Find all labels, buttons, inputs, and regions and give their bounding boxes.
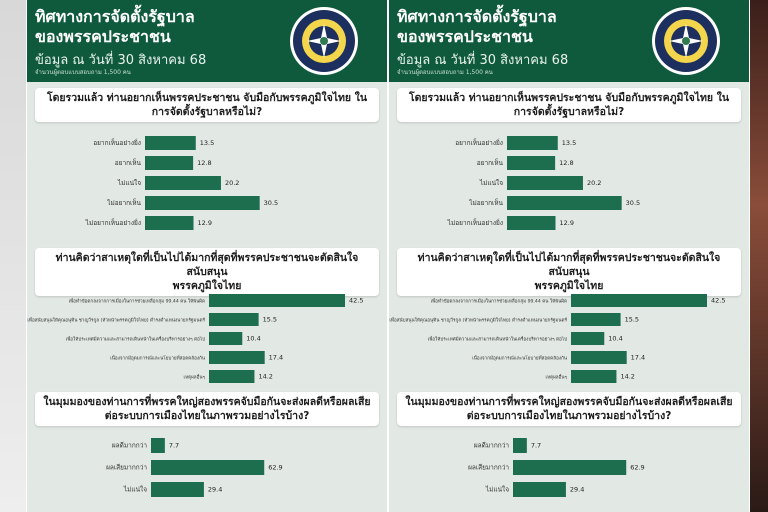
- question-3-text: [35, 392, 379, 426]
- chart-1-category-label: ไม่อยากเห็นอย่างยิ่ง: [85, 219, 141, 227]
- infographic-panel-2: [389, 0, 749, 512]
- chart-1-bar: [145, 176, 221, 190]
- chart-1-value-label: 13.5: [199, 139, 215, 147]
- chart-3-bar: [513, 482, 566, 497]
- chart-1-bar: [507, 136, 558, 150]
- chart-3-category-label: ผลดีมากกว่า: [473, 441, 509, 450]
- chart-2-value-label: 17.4: [268, 353, 284, 362]
- chart-2-bar: [209, 370, 254, 383]
- chart-1: [27, 132, 387, 236]
- chart-2-category-label: เนื่องจากมีอุดมการณ์และนโยบายที่สอดคล้องกัน: [472, 356, 567, 362]
- chart-1-value-label: 12.8: [197, 159, 212, 167]
- chart-2-category-label: เพื่อให้ประเทศมีความและสามารถเดินหน้าในเครื่องบริหารอย่างๆ ต่อไป: [427, 337, 567, 343]
- chart-3-bar: [513, 460, 626, 475]
- chart-1-category-label: อยากเห็นอย่างยิ่ง: [455, 139, 503, 147]
- chart-1-value-label: 12.9: [197, 219, 212, 227]
- chart-1-category-label: ไม่อยากเห็นอย่างยิ่ง: [447, 219, 503, 227]
- chart-2-category-label: เพื่อทำข้อตกลงจากการเมืองในการช่วยเหลือกลุ่ม 99.44 คน ให้พ้นผิด: [68, 299, 205, 305]
- question-2-box: [35, 248, 379, 296]
- chart-2-value-label: 14.2: [620, 372, 635, 381]
- chart-1-value-label: 20.2: [586, 179, 602, 187]
- chart-2-category-label: เหตุผลอื่นๆ: [545, 375, 567, 381]
- chart-2-bar: [209, 332, 242, 345]
- question-1-line2: การจัดตั้งรัฐบาลหรือไม่?: [513, 106, 625, 118]
- chart-2-value-label: 17.4: [630, 353, 646, 362]
- chart-3-bar: [151, 482, 204, 497]
- left-background-strip: [0, 0, 26, 512]
- question-3-text: [397, 392, 741, 426]
- infographic-panel-1: [27, 0, 387, 512]
- chart-1-category-label: อยากเห็น: [114, 159, 141, 167]
- chart-2-value-label: 10.4: [608, 334, 623, 343]
- chart-2-category-label: เพื่อทำข้อตกลงจากการเมืองในการช่วยเหลือกลุ่ม 99.44 คน ให้พ้นผิด: [430, 299, 567, 305]
- chart-3-value-label: 7.7: [168, 441, 180, 450]
- header-title-line1: ทิศทางการจัดตั้งรัฐบาล: [35, 7, 195, 26]
- chart-1-bar: [507, 176, 583, 190]
- question-2-line2: พรรคภูมิใจไทย: [534, 280, 604, 292]
- chart-2-bar: [571, 313, 621, 326]
- chart-3-value-label: 29.4: [207, 485, 223, 494]
- institute-seal-icon: [651, 6, 721, 76]
- chart-1-value-label: 30.5: [263, 199, 279, 207]
- chart-1-value-label: 13.5: [561, 139, 577, 147]
- chart-2-value-label: 42.5: [349, 296, 364, 305]
- chart-2-bar: [571, 294, 707, 307]
- chart-1-bar: [145, 136, 196, 150]
- question-1-line1: โดยรวมแล้ว ท่านอยากเห็นพรรคประชาชน จับมือกับพรรคภูมิใจไทย ใน: [46, 92, 368, 104]
- chart-3: [27, 434, 387, 510]
- question-3-line2: ต่อระบบการเมืองไทยในภาพรวมอย่างไรบ้าง?: [466, 410, 672, 422]
- chart-2-value-label: 15.5: [624, 315, 640, 324]
- chart-1-bar: [145, 156, 193, 170]
- chart-3: [389, 434, 749, 510]
- question-3-box: [35, 392, 379, 426]
- chart-1-value-label: 30.5: [625, 199, 641, 207]
- question-3-line2: ต่อระบบการเมืองไทยในภาพรวมอย่างไรบ้าง?: [104, 410, 310, 422]
- chart-1-value-label: 12.8: [559, 159, 574, 167]
- chart-2-bar: [209, 313, 259, 326]
- chart-1-category-label: อยากเห็น: [476, 159, 503, 167]
- question-3-box: [397, 392, 741, 426]
- chart-3-bar: [513, 438, 527, 453]
- chart-3-bar: [151, 460, 264, 475]
- chart-2-value-label: 14.2: [258, 372, 273, 381]
- chart-1-bar: [507, 156, 555, 170]
- chart-1: [389, 132, 749, 236]
- chart-2-bar: [209, 351, 265, 364]
- chart-3-value-label: 62.9: [630, 463, 645, 472]
- chart-3-category-label: ผลเสียมากกว่า: [106, 463, 147, 472]
- chart-1-category-label: อยากเห็นอย่างยิ่ง: [93, 139, 141, 147]
- chart-2-category-label: เพื่อสนับสนุนให้คุณอนุทิน ชาญวีรกูล (หัวหน้าพรรคภูมิใจไทย) ดำรงตำแหน่งนายกรัฐมนตรี: [27, 318, 205, 324]
- question-1-box: [35, 88, 379, 122]
- question-1-box: [397, 88, 741, 122]
- chart-2-category-label: เพื่อให้ประเทศมีความและสามารถเดินหน้าในเครื่องบริหารอย่างๆ ต่อไป: [65, 337, 205, 343]
- chart-2-bar: [571, 332, 604, 345]
- chart-2-value-label: 42.5: [711, 296, 726, 305]
- chart-1-category-label: ไม่แน่ใจ: [479, 179, 503, 187]
- chart-2: [389, 290, 749, 386]
- chart-1-bar: [145, 216, 194, 230]
- chart-3-category-label: ผลดีมากกว่า: [111, 441, 147, 450]
- chart-3-bar: [151, 438, 165, 453]
- chart-1-bar: [507, 196, 622, 210]
- chart-2-category-label: เพื่อสนับสนุนให้คุณอนุทิน ชาญวีรกูล (หัวหน้าพรรคภูมิใจไทย) ดำรงตำแหน่งนายกรัฐมนตรี: [389, 318, 567, 324]
- header-title-line1: ทิศทางการจัดตั้งรัฐบาล: [397, 7, 557, 26]
- question-1-line1: โดยรวมแล้ว ท่านอยากเห็นพรรคประชาชน จับมือกับพรรคภูมิใจไทย ใน: [408, 92, 730, 104]
- chart-1-category-label: ไม่อยากเห็น: [107, 199, 141, 207]
- chart-1-value-label: 12.9: [559, 219, 574, 227]
- chart-3-category-label: ไม่แน่ใจ: [485, 485, 509, 494]
- chart-1-bar: [507, 216, 556, 230]
- chart-1-category-label: ไม่แน่ใจ: [117, 179, 141, 187]
- chart-3-value-label: 7.7: [530, 441, 542, 450]
- header-sample-size: จำนวนผู้ตอบแบบสอบถาม 1,500 คน: [397, 69, 493, 76]
- chart-2-category-label: เหตุผลอื่นๆ: [183, 375, 205, 381]
- chart-1-bar: [145, 196, 260, 210]
- question-2-text: [397, 248, 741, 296]
- panel-header: [389, 0, 749, 82]
- question-1-text: [35, 88, 379, 122]
- right-background-strip: [750, 0, 768, 512]
- header-title-line2: ของพรรคประชาชน: [35, 27, 171, 46]
- chart-1-category-label: ไม่อยากเห็น: [469, 199, 503, 207]
- chart-2: [27, 290, 387, 386]
- chart-3-category-label: ไม่แน่ใจ: [123, 485, 147, 494]
- question-2-box: [397, 248, 741, 296]
- institute-seal-icon: [289, 6, 359, 76]
- chart-1-value-label: 20.2: [224, 179, 240, 187]
- question-1-line2: การจัดตั้งรัฐบาลหรือไม่?: [151, 106, 263, 118]
- question-2-text: [35, 248, 379, 296]
- chart-2-value-label: 10.4: [246, 334, 261, 343]
- question-2-line1: ท่านคิดว่าสาเหตุใดที่เป็นไปได้มากที่สุดที่พรรคประชาชนจะตัดสินใจสนับสนุน: [55, 252, 359, 278]
- header-title-line2: ของพรรคประชาชน: [397, 27, 533, 46]
- chart-3-category-label: ผลเสียมากกว่า: [468, 463, 509, 472]
- chart-2-bar: [571, 351, 627, 364]
- chart-3-value-label: 62.9: [268, 463, 283, 472]
- question-2-line1: ท่านคิดว่าสาเหตุใดที่เป็นไปได้มากที่สุดที่พรรคประชาชนจะตัดสินใจสนับสนุน: [417, 252, 721, 278]
- chart-3-value-label: 29.4: [569, 485, 585, 494]
- chart-2-category-label: เนื่องจากมีอุดมการณ์และนโยบายที่สอดคล้องกัน: [110, 356, 205, 362]
- chart-2-value-label: 15.5: [262, 315, 278, 324]
- question-3-line1: ในมุมมองของท่านการที่พรรคใหญ่สองพรรคจับมือกันจะส่งผลดีหรือผลเสีย: [43, 396, 371, 408]
- question-2-line2: พรรคภูมิใจไทย: [172, 280, 242, 292]
- panel-header: [27, 0, 387, 82]
- question-1-text: [397, 88, 741, 122]
- header-sample-size: จำนวนผู้ตอบแบบสอบถาม 1,500 คน: [35, 69, 131, 76]
- header-date: ข้อมูล ณ วันที่ 30 สิงหาคม 68: [35, 53, 207, 68]
- header-date: ข้อมูล ณ วันที่ 30 สิงหาคม 68: [397, 53, 569, 68]
- chart-2-bar: [209, 294, 345, 307]
- question-3-line1: ในมุมมองของท่านการที่พรรคใหญ่สองพรรคจับมือกันจะส่งผลดีหรือผลเสีย: [405, 396, 733, 408]
- chart-2-bar: [571, 370, 616, 383]
